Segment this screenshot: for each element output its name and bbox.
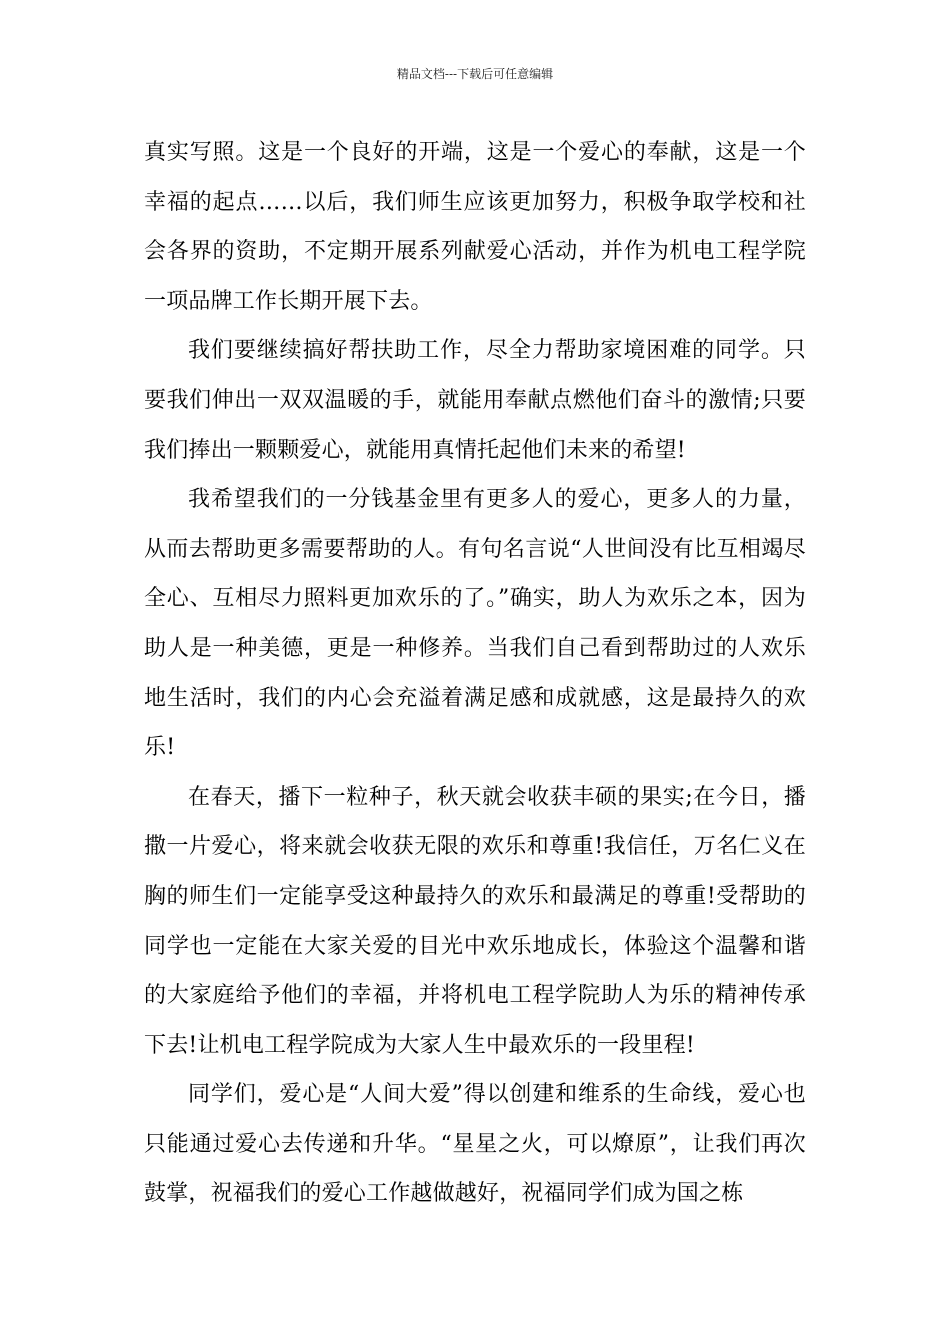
document-body	[144, 128, 806, 1219]
paragraph-1: 真实写照。这是一个良好的开端，这是一个爱心的奉献，这是一个幸福的起点……以后，我们师生应该更加努力，积极争取学校和社会各界的资助，不定期开展系列献爱心活动，并作为机电工程学院一项品牌工作长期开展下去。	[144, 140, 806, 314]
page-header: 精品文档---下载后可任意编辑	[396, 67, 554, 81]
paragraph-5: 同学们，爱心是“人间大爱”得以创建和维系的生命线，爱心也只能通过爱心去传递和升华。“星星之火，可以燎原”，让我们再次鼓掌，祝福我们的爱心工作越做越好，祝福同学们成为国之栋	[144, 1082, 806, 1207]
paragraph-2: 我们要继续搞好帮扶助工作，尽全力帮助家境困难的同学。只要我们伸出一双双温暖的手，就能用奉献点燃他们奋斗的激情;只要我们捧出一颗颗爱心，就能用真情托起他们未来的希望!	[144, 338, 806, 463]
paragraph-4: 在春天，播下一粒种子，秋天就会收获丰硕的果实;在今日，播撒一片爱心，将来就会收获无限的欢乐和尊重!我信任，万名仁义在胸的师生们一定能享受这种最持久的欢乐和最满足的尊重!受帮助的同学也一定能在大家关爱的目光中欢乐地成长，体验这个温馨和谐的大家庭给予他们的幸福，并将机电工程学院助人为乐的精神传承下去!让机电工程学院成为大家人生中最欢乐的一段里程!	[144, 784, 806, 1058]
paragraph-3: 我希望我们的一分钱基金里有更多人的爱心，更多人的力量，从而去帮助更多需要帮助的人。有句名言说“人世间没有比互相竭尽全心、互相尽力照料更加欢乐的了。”确实，助人为欢乐之本，因为助人是一种美德，更是一种修养。当我们自己看到帮助过的人欢乐地生活时，我们的内心会充溢着满足感和成就感，这是最持久的欢乐!	[144, 487, 806, 761]
